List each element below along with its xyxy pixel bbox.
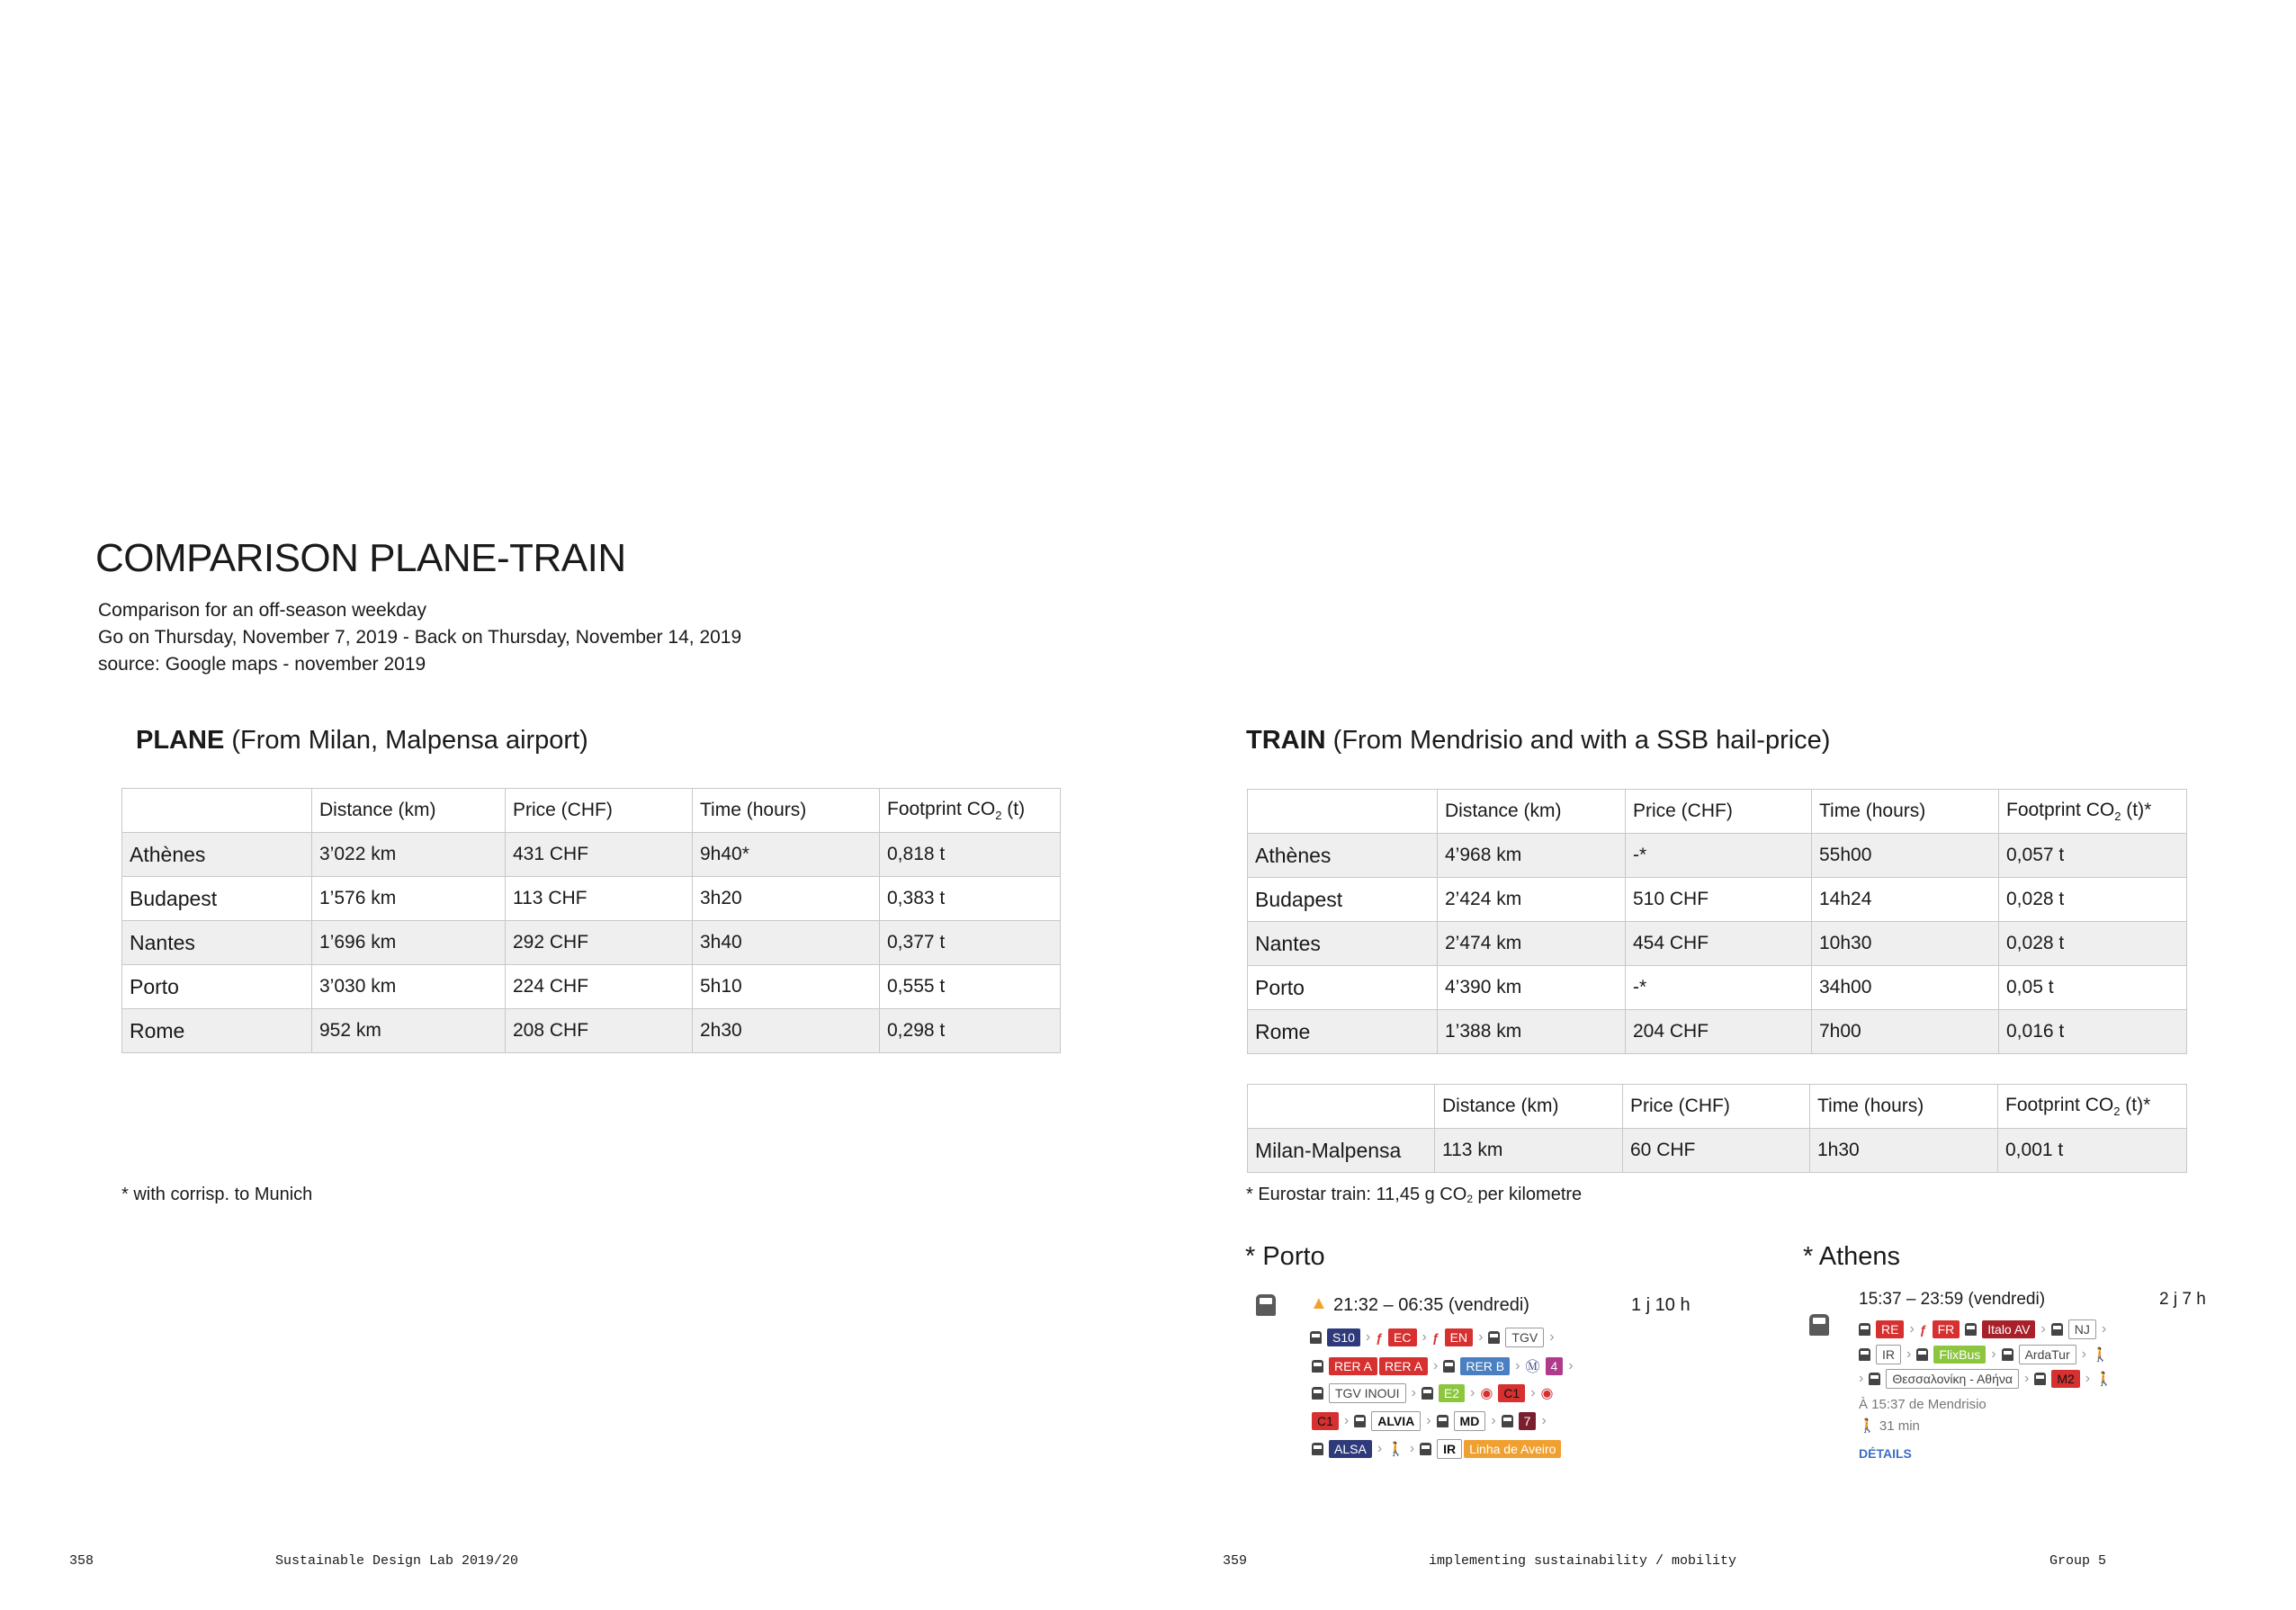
plane-header-footprint: Footprint $CO_2$ (t) <box>880 789 1061 833</box>
train-header-distance: Distance (km) <box>1438 790 1626 834</box>
intro-line-3: source: Google maps - november 2019 <box>98 654 426 675</box>
table-row: Athènes 4’968 km -* 55h00 0,057 t <box>1248 834 2187 878</box>
porto-heading: * Porto <box>1245 1242 1325 1271</box>
athens-departure: À 15:37 de Mendrisio <box>1859 1397 1987 1412</box>
renfe-icon: ◉ <box>1480 1386 1493 1401</box>
train-icon <box>1310 1331 1322 1344</box>
warning-icon: ▲ <box>1310 1293 1328 1313</box>
plane-table-header <box>122 789 1061 833</box>
train-extra-header: Distance (km) Price (CHF) Time (hours) Footprint $CO_2$ (t)* <box>1248 1085 2187 1129</box>
bus-icon <box>2002 1348 2013 1361</box>
chevron-right-icon: › <box>1409 1441 1415 1456</box>
chevron-right-icon: › <box>1422 1329 1427 1345</box>
intro-line-2: Go on Thursday, November 7, 2019 - Back on Thursday, November 14, 2019 <box>98 627 742 648</box>
walk-icon: 🚶 <box>2091 1347 2109 1363</box>
athens-heading: * Athens <box>1803 1242 1901 1271</box>
porto-segments-row-2: RER A RER A › RER B › Ⓜ 4 › <box>1312 1355 1574 1376</box>
chevron-right-icon: › <box>1530 1385 1536 1400</box>
athens-walk-time: 🚶 31 min <box>1859 1418 1920 1434</box>
intro-line-1: Comparison for an off-season weekday <box>98 600 426 621</box>
train-heading-rest: (From Mendrisio and with a SSB hail-price) <box>1325 726 1831 755</box>
athens-time: 15:37 – 23:59 (vendredi) <box>1859 1290 2046 1309</box>
chevron-right-icon: › <box>1568 1357 1574 1373</box>
trenitalia-icon: ƒ <box>1919 1322 1927 1337</box>
chevron-right-icon: › <box>1906 1346 1912 1362</box>
porto-segments-row-5: ALSA › 🚶 › IR Linha de Aveiro <box>1312 1439 1561 1459</box>
table-row: Rome 952 km 208 CHF 2h30 0,298 t <box>122 1009 1061 1053</box>
chevron-right-icon: › <box>1491 1413 1496 1428</box>
train-icon <box>1488 1331 1500 1344</box>
train-icon <box>1443 1360 1455 1373</box>
plane-header-distance: Distance (km) <box>312 789 506 833</box>
chevron-right-icon: › <box>2085 1371 2091 1386</box>
train-icon <box>2051 1323 2063 1336</box>
footer-group: Group 5 <box>2049 1553 2107 1569</box>
footer-page-right: 359 <box>1223 1553 1248 1569</box>
footer-text-left: Sustainable Design Lab 2019/20 <box>275 1553 519 1569</box>
chevron-right-icon: › <box>2023 1371 2030 1386</box>
train-table-header <box>1248 790 2187 834</box>
chevron-right-icon: › <box>1343 1413 1350 1428</box>
renfe-icon: ◉ <box>1540 1386 1554 1401</box>
table-row: Nantes 2’474 km 454 CHF 10h30 0,028 t <box>1248 922 2187 966</box>
walk-icon: 🚶 <box>1387 1442 1404 1457</box>
table-row: Rome 1’388 km 204 CHF 7h00 0,016 t <box>1248 1010 2187 1054</box>
athens-segments-row-2: IR › FlixBus › ArdaTur › 🚶 <box>1859 1345 2109 1364</box>
train-header-footprint: Footprint $CO_2$ (t)* <box>1999 790 2187 834</box>
page-title: COMPARISON PLANE-TRAIN <box>95 536 626 580</box>
train-extra-table <box>1247 1084 2187 1173</box>
chevron-right-icon: › <box>1426 1413 1431 1428</box>
table-row: Porto 3’030 km 224 CHF 5h10 0,555 t <box>122 965 1061 1009</box>
trenitalia-icon: ƒ <box>1431 1330 1439 1345</box>
intro-text <box>98 597 741 678</box>
train-heading-bold: TRAIN <box>1246 726 1326 755</box>
bus-icon <box>1916 1348 1928 1361</box>
chevron-right-icon: › <box>1411 1385 1416 1400</box>
porto-time: 21:32 – 06:35 (vendredi) <box>1333 1295 1529 1315</box>
table-row: Nantes 1’696 km 292 CHF 3h40 0,377 t <box>122 921 1061 965</box>
bus-icon <box>1869 1373 1880 1385</box>
table-row: Budapest 1’576 km 113 CHF 3h20 0,383 t <box>122 877 1061 921</box>
plane-header-empty <box>122 789 312 833</box>
footer-page-left: 358 <box>69 1553 94 1569</box>
plane-heading-bold: PLANE <box>136 726 225 755</box>
chevron-right-icon: › <box>1909 1321 1915 1337</box>
train-icon <box>1422 1387 1433 1400</box>
footer-text-right: implementing sustainability / mobility <box>1429 1553 1737 1569</box>
details-link[interactable]: DÉTAILS <box>1859 1446 1912 1461</box>
bus-icon <box>1312 1443 1323 1455</box>
metro-icon <box>2034 1373 2046 1385</box>
train-heading <box>1246 726 1830 756</box>
chevron-right-icon: › <box>1470 1385 1475 1400</box>
train-icon <box>1437 1415 1448 1427</box>
porto-segments-row-4: C1 › ALVIA › MD › 7 › <box>1312 1411 1547 1431</box>
porto-duration: 1 j 10 h <box>1631 1295 1691 1315</box>
train-icon <box>1354 1415 1366 1427</box>
walk-icon: 🚶 <box>2095 1372 2112 1387</box>
chevron-right-icon: › <box>1515 1357 1520 1373</box>
train-icon <box>1312 1360 1323 1373</box>
train-header-price: Price (CHF) <box>1626 790 1812 834</box>
train-header-time: Time (hours) <box>1812 790 1999 834</box>
chevron-right-icon: › <box>1433 1357 1439 1373</box>
train-icon <box>1965 1323 1977 1336</box>
chevron-right-icon: › <box>2040 1321 2046 1337</box>
train-icon <box>1420 1443 1431 1455</box>
train-table <box>1247 789 2187 1054</box>
chevron-right-icon: › <box>1478 1329 1484 1345</box>
walk-icon: 🚶 <box>1859 1418 1876 1434</box>
train-icon <box>1256 1294 1276 1316</box>
plane-header-time: Time (hours) <box>693 789 880 833</box>
plane-heading-rest: (From Milan, Malpensa airport) <box>224 726 588 755</box>
table-row: Porto 4’390 km -* 34h00 0,05 t <box>1248 966 2187 1010</box>
table-row: Budapest 2’424 km 510 CHF 14h24 0,028 t <box>1248 878 2187 922</box>
table-row: Athènes 3’022 km 431 CHF 9h40* 0,818 t <box>122 833 1061 877</box>
trenitalia-icon: ƒ <box>1376 1330 1384 1345</box>
plane-table <box>121 788 1061 1053</box>
metro-icon: Ⓜ <box>1525 1360 1540 1375</box>
chevron-right-icon: › <box>1377 1441 1383 1456</box>
train-icon <box>1859 1348 1870 1361</box>
train-icon <box>1809 1314 1829 1336</box>
table-row: Milan-Malpensa 113 km 60 CHF 1h30 0,001 t <box>1248 1129 2187 1173</box>
athens-segments-row-1: RE › ƒ FR Italo AV › NJ › <box>1859 1319 2106 1339</box>
chevron-right-icon: › <box>1541 1413 1547 1428</box>
train-footnote: * Eurostar train: 11,45 g $CO_2$ per kilometre <box>1246 1185 1583 1205</box>
chevron-right-icon: › <box>1549 1329 1555 1345</box>
athens-duration: 2 j 7 h <box>2159 1290 2206 1309</box>
porto-segments-row-1: S10 › ƒ EC › ƒ EN › TGV › <box>1310 1328 1555 1347</box>
chevron-right-icon: › <box>1859 1371 1864 1386</box>
chevron-right-icon: › <box>2101 1321 2107 1337</box>
porto-segments-row-3: TGV INOUI › E2 › ◉ C1 › ◉ <box>1312 1383 1554 1403</box>
chevron-right-icon: › <box>1991 1346 1996 1362</box>
train-icon <box>1312 1387 1323 1400</box>
train-icon <box>1859 1323 1870 1336</box>
train-header-empty <box>1248 790 1438 834</box>
plane-heading <box>136 726 588 756</box>
plane-footnote: * with corrisp. to Munich <box>121 1185 313 1204</box>
chevron-right-icon: › <box>1365 1329 1371 1345</box>
train-icon <box>1502 1415 1513 1427</box>
chevron-right-icon: › <box>2081 1346 2086 1362</box>
athens-segments-row-3: › Θεσσαλονίκη - Αθήνα › M2 › 🚶 <box>1859 1371 2112 1387</box>
plane-header-price: Price (CHF) <box>506 789 693 833</box>
